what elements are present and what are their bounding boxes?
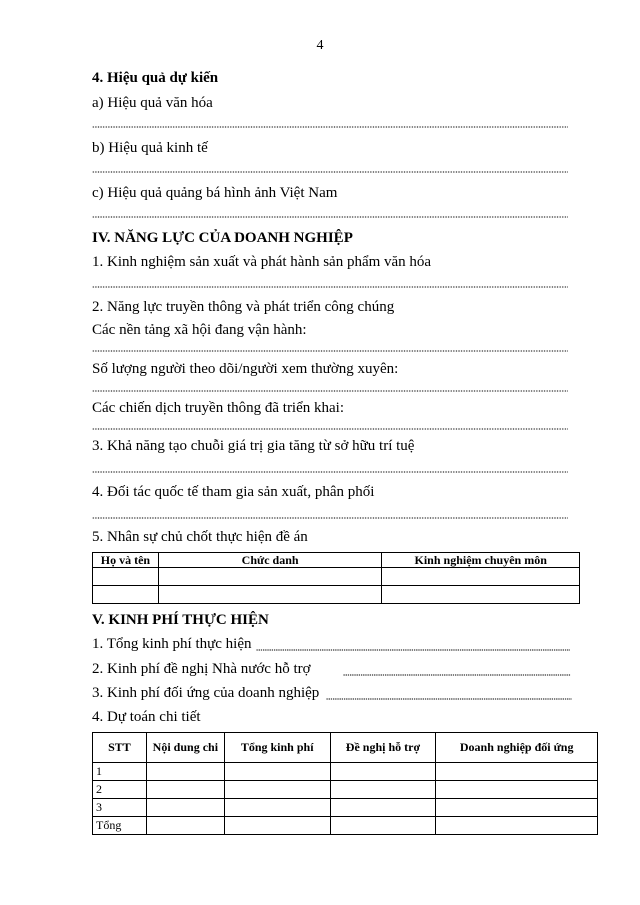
cultural-effect-field[interactable] <box>92 126 568 128</box>
page-number: 4 <box>316 38 324 53</box>
table-cell[interactable] <box>93 568 159 586</box>
table-row <box>93 799 598 817</box>
table-cell[interactable] <box>330 799 436 817</box>
total-funding-field[interactable] <box>256 649 570 651</box>
table-cell[interactable] <box>224 763 330 781</box>
table-cell[interactable] <box>146 781 224 799</box>
economic-effect-label: b) Hiệu quả kinh tế <box>92 140 208 156</box>
table-cell[interactable] <box>330 817 436 835</box>
budget-header-stt: STT <box>93 733 147 763</box>
budget-table <box>92 732 598 835</box>
row-number: 2 <box>93 781 147 799</box>
experience-field[interactable] <box>92 286 568 288</box>
table-cell[interactable] <box>224 799 330 817</box>
staff-header-title: Chức danh <box>158 553 382 568</box>
staff-header-name: Họ và tên <box>93 553 159 568</box>
table-cell[interactable] <box>382 586 580 604</box>
ip-value-chain-field[interactable] <box>92 471 568 473</box>
counterpart-funding-field[interactable] <box>326 698 572 700</box>
table-cell[interactable] <box>436 781 598 799</box>
ip-value-chain-label: 3. Khả năng tạo chuỗi giá trị gia tăng từ sở hữu trí tuệ <box>92 438 415 454</box>
experience-label: 1. Kinh nghiệm sản xuất và phát hành sản phẩm văn hóa <box>92 254 432 270</box>
table-cell[interactable] <box>436 763 598 781</box>
section-heading-funding: V. KINH PHÍ THỰC HIỆN <box>92 612 269 628</box>
campaigns-label: Các chiến dịch truyền thông đã triển khai: <box>92 400 345 416</box>
promotion-effect-label: c) Hiệu quả quảng bá hình ảnh Việt Nam <box>92 185 338 201</box>
row-number: 1 <box>93 763 147 781</box>
promotion-effect-field[interactable] <box>92 216 568 218</box>
table-cell[interactable] <box>93 586 159 604</box>
table-cell[interactable] <box>436 799 598 817</box>
budget-header-support: Đề nghị hỗ trợ <box>330 733 436 763</box>
section-heading-expected-effects: 4. Hiệu quả dự kiến <box>92 70 219 86</box>
detailed-estimate-label: 4. Dự toán chi tiết <box>92 709 201 725</box>
section-heading-capability: IV. NĂNG LỰC CỦA DOANH NGHIỆP <box>92 230 353 246</box>
table-cell[interactable] <box>158 568 382 586</box>
state-support-label: 2. Kinh phí đề nghị Nhà nước hỗ trợ <box>92 661 311 677</box>
platforms-field[interactable] <box>92 350 568 352</box>
table-row <box>93 763 598 781</box>
campaigns-field[interactable] <box>92 428 568 430</box>
table-row <box>93 781 598 799</box>
table-cell[interactable] <box>146 817 224 835</box>
international-partners-field[interactable] <box>92 517 568 519</box>
key-staff-label: 5. Nhân sự chủ chốt thực hiện đề án <box>92 529 308 545</box>
table-cell[interactable] <box>382 568 580 586</box>
table-row <box>93 586 580 604</box>
total-funding-label: 1. Tổng kinh phí thực hiện <box>92 636 252 652</box>
international-partners-label: 4. Đối tác quốc tế tham gia sản xuất, phân phối <box>92 484 375 500</box>
followers-label: Số lượng người theo dõi/người xem thường xuyên: <box>92 361 399 377</box>
table-cell[interactable] <box>224 781 330 799</box>
platforms-label: Các nền tảng xã hội đang vận hành: <box>92 322 307 338</box>
table-cell[interactable] <box>224 817 330 835</box>
followers-field[interactable] <box>92 390 568 392</box>
staff-header-experience: Kinh nghiệm chuyên môn <box>382 553 580 568</box>
state-support-field[interactable] <box>343 674 571 676</box>
communication-label: 2. Năng lực truyền thông và phát triển công chúng <box>92 299 395 315</box>
table-cell[interactable] <box>436 817 598 835</box>
economic-effect-field[interactable] <box>92 171 568 173</box>
table-row <box>93 817 598 835</box>
budget-header-counterpart: Doanh nghiệp đối ứng <box>436 733 598 763</box>
staff-table <box>92 552 580 604</box>
table-cell[interactable] <box>146 763 224 781</box>
table-cell[interactable] <box>330 781 436 799</box>
budget-header-total: Tổng kinh phí <box>224 733 330 763</box>
table-cell[interactable] <box>146 799 224 817</box>
table-cell[interactable] <box>330 763 436 781</box>
row-number: 3 <box>93 799 147 817</box>
cultural-effect-label: a) Hiệu quả văn hóa <box>92 95 213 111</box>
budget-header-content: Nội dung chi <box>146 733 224 763</box>
counterpart-funding-label: 3. Kinh phí đối ứng của doanh nghiệp <box>92 685 320 701</box>
table-row <box>93 568 580 586</box>
row-total-label: Tổng <box>93 817 147 835</box>
table-cell[interactable] <box>158 586 382 604</box>
